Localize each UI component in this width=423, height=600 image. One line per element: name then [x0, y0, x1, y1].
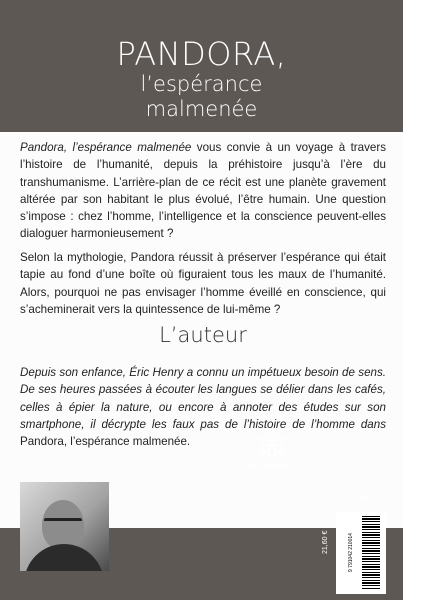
price: 21,60 € [322, 530, 329, 554]
publisher-sub: ÉDITIONS [260, 470, 284, 475]
synopsis-title-ref: Pandora, l’espérance malmenée [20, 141, 192, 154]
author-photo [20, 482, 109, 571]
book-subtitle-line1: l’espérance [140, 72, 263, 96]
synopsis-paragraph-2: Selon la mythologie, Pandora réussit à préserver l’espérance qui était tapie au fond d’une boîte où figuraient tous les maux de l’humanité. Alors, pourquoi ne pas envisager l’homme éveillé en conscience, qui s’acheminerait vers la quintessence de lui-même ? [20, 251, 386, 316]
author-photo-glasses [44, 518, 82, 529]
author-bio [20, 364, 386, 450]
author-bio-title-ref: Pandora, l’espérance malmenée. [20, 435, 191, 449]
isbn-number: 9 791042 210014 [348, 533, 354, 573]
publisher-logo [250, 428, 294, 498]
author-bio-text: Depuis son enfance, Éric Henry a connu un impétueux besoin de sens. De ses heures passées à écouter les langues se délier dans les cafés, celles à épier la nature, ou encore à annoter des études sur son smartphone, il décrypte les faux pas de l’histoire de l’homme dans [20, 366, 386, 431]
synopsis-paragraph-1-text: vous convie à un voyage à travers l’histoire de l’humanité, depuis la préhistoire jusqu’à l’ère du transhumanisme. L’arrière-plan de ce récit est une planète gravement altérée par son habitant le plus évolué, l’être humain. Une question s’impose : chez l’homme, l’intelligence et la conscience peuvent-elles dialoguer harmonieusement ? [20, 141, 387, 241]
product-code: 6957 [355, 497, 369, 503]
barcode [336, 512, 386, 594]
author-photo-shoulders [24, 544, 104, 571]
publisher-name: LE LYS BLEU [250, 464, 294, 470]
book-title: PANDORA, [116, 35, 287, 73]
synopsis-paragraph-1 [20, 139, 386, 243]
author-heading: L’auteur [159, 323, 247, 347]
book-subtitle-line2: malmenée [145, 97, 258, 121]
lily-logo-icon [255, 428, 289, 462]
title-block [40, 36, 363, 122]
barcode-bars [362, 516, 380, 590]
